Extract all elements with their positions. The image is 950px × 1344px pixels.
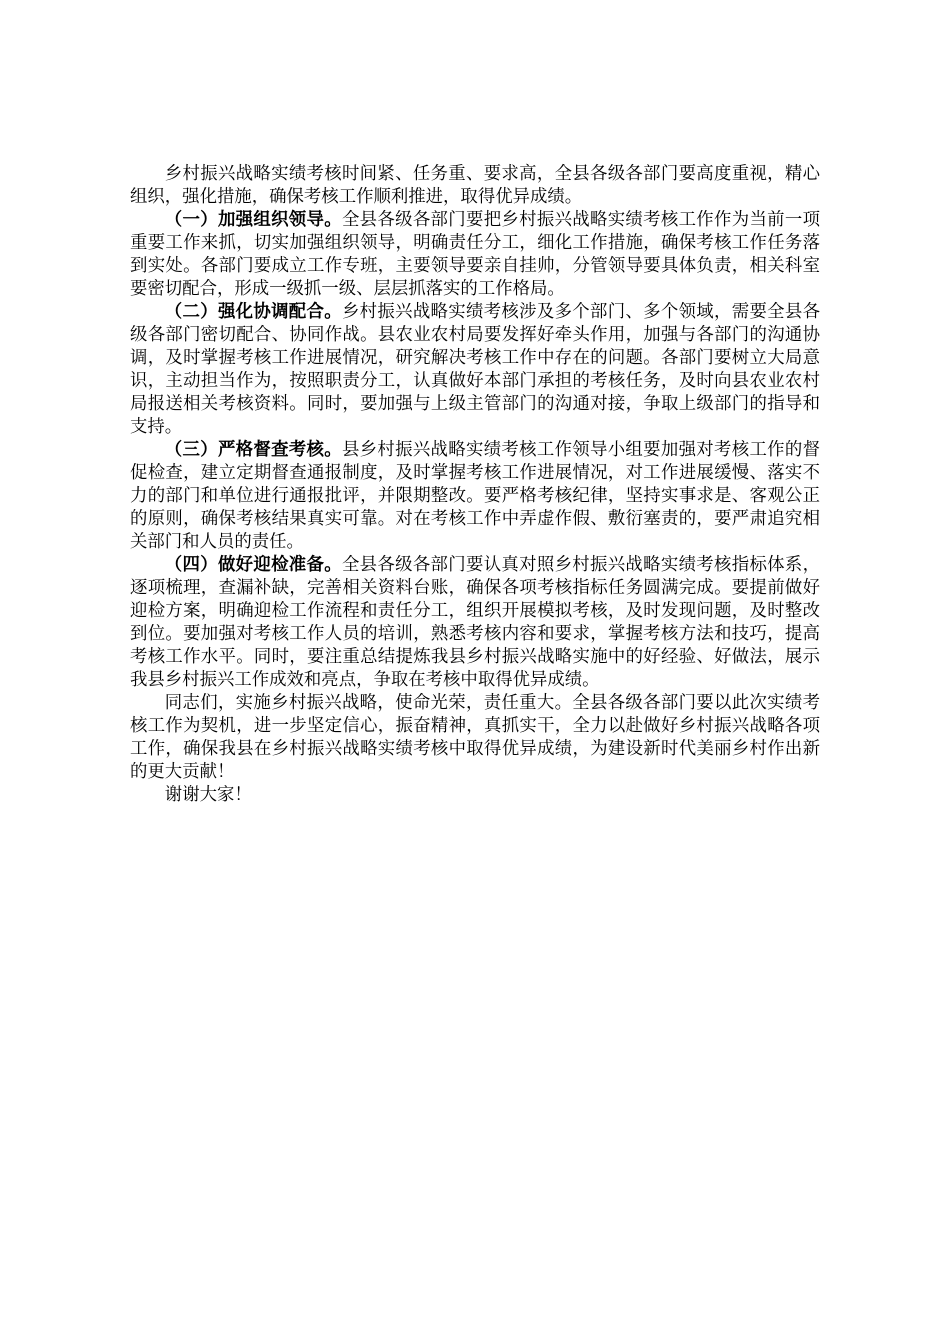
closing-paragraph bbox=[130, 692, 820, 784]
section-2-paragraph bbox=[130, 301, 820, 439]
section-1-text: 全县各级各部门要把乡村振兴战略实绩考核工作作为当前一项重要工作来抓，切实加强组织领导，明确责任分工，细化工作措施，确保考核工作任务落到实处。各部门要成立工作专班，主要领导要亲自挂帅，分管领导要具体负责，相关科室要密切配合，形成一级抓一级、层层抓落实的工作格局。 bbox=[130, 210, 820, 299]
thanks-text: 谢谢大家！ bbox=[164, 785, 252, 805]
section-3-paragraph bbox=[130, 439, 820, 554]
thanks-paragraph bbox=[130, 784, 820, 807]
section-4-paragraph bbox=[130, 554, 820, 692]
section-1-heading: （一）加强组织领导。 bbox=[164, 210, 342, 230]
section-2-heading: （二）强化协调配合。 bbox=[164, 302, 342, 322]
intro-text: 乡村振兴战略实绩考核时间紧、任务重、要求高，全县各级各部门要高度重视，精心组织，强化措施，确保考核工作顺利推进，取得优异成绩。 bbox=[130, 164, 820, 207]
section-3-text: 县乡村振兴战略实绩考核工作领导小组要加强对考核工作的督促检查，建立定期督查通报制度，及时掌握考核工作进展情况，对工作进展缓慢、落实不力的部门和单位进行通报批评，并限期整改。要严格考核纪律，坚持实事求是、客观公正的原则，确保考核结果真实可靠。对在考核工作中弄虚作假、敷衍塞责的，要严肃追究相关部门和人员的责任。 bbox=[130, 440, 820, 552]
section-4-text: 全县各级各部门要认真对照乡村振兴战略实绩考核指标体系，逐项梳理，查漏补缺，完善相关资料台账，确保各项考核指标任务圆满完成。要提前做好迎检方案，明确迎检工作流程和责任分工，组织开展模拟考核，及时发现问题，及时整改到位。要加强对考核工作人员的培训，熟悉考核内容和要求，掌握考核方法和技巧，提高考核工作水平。同时，要注重总结提炼我县乡村振兴战略实施中的好经验、好做法，展示我县乡村振兴工作成效和亮点，争取在考核中取得优异成绩。 bbox=[130, 555, 820, 690]
closing-text: 同志们，实施乡村振兴战略，使命光荣，责任重大。全县各级各部门要以此次实绩考核工作为契机，进一步坚定信心，振奋精神，真抓实干，全力以赴做好乡村振兴战略各项工作，确保我县在乡村振兴战略实绩考核中取得优异成绩，为建设新时代美丽乡村作出新的更大贡献！ bbox=[130, 693, 820, 782]
intro-paragraph bbox=[130, 163, 820, 209]
section-1-paragraph bbox=[130, 209, 820, 301]
section-3-heading: （三）严格督查考核。 bbox=[164, 440, 342, 460]
section-2-text: 乡村振兴战略实绩考核涉及多个部门、多个领域，需要全县各级各部门密切配合、协同作战。县农业农村局要发挥好牵头作用，加强与各部门的沟通协调，及时掌握考核工作进展情况，研究解决考核工作中存在的问题。各部门要树立大局意识，主动担当作为，按照职责分工，认真做好本部门承担的考核任务，及时向县农业农村局报送相关考核资料。同时，要加强与上级主管部门的沟通对接，争取上级部门的指导和支持。 bbox=[130, 302, 820, 437]
document-body bbox=[130, 163, 820, 807]
section-4-heading: （四）做好迎检准备。 bbox=[164, 555, 342, 575]
